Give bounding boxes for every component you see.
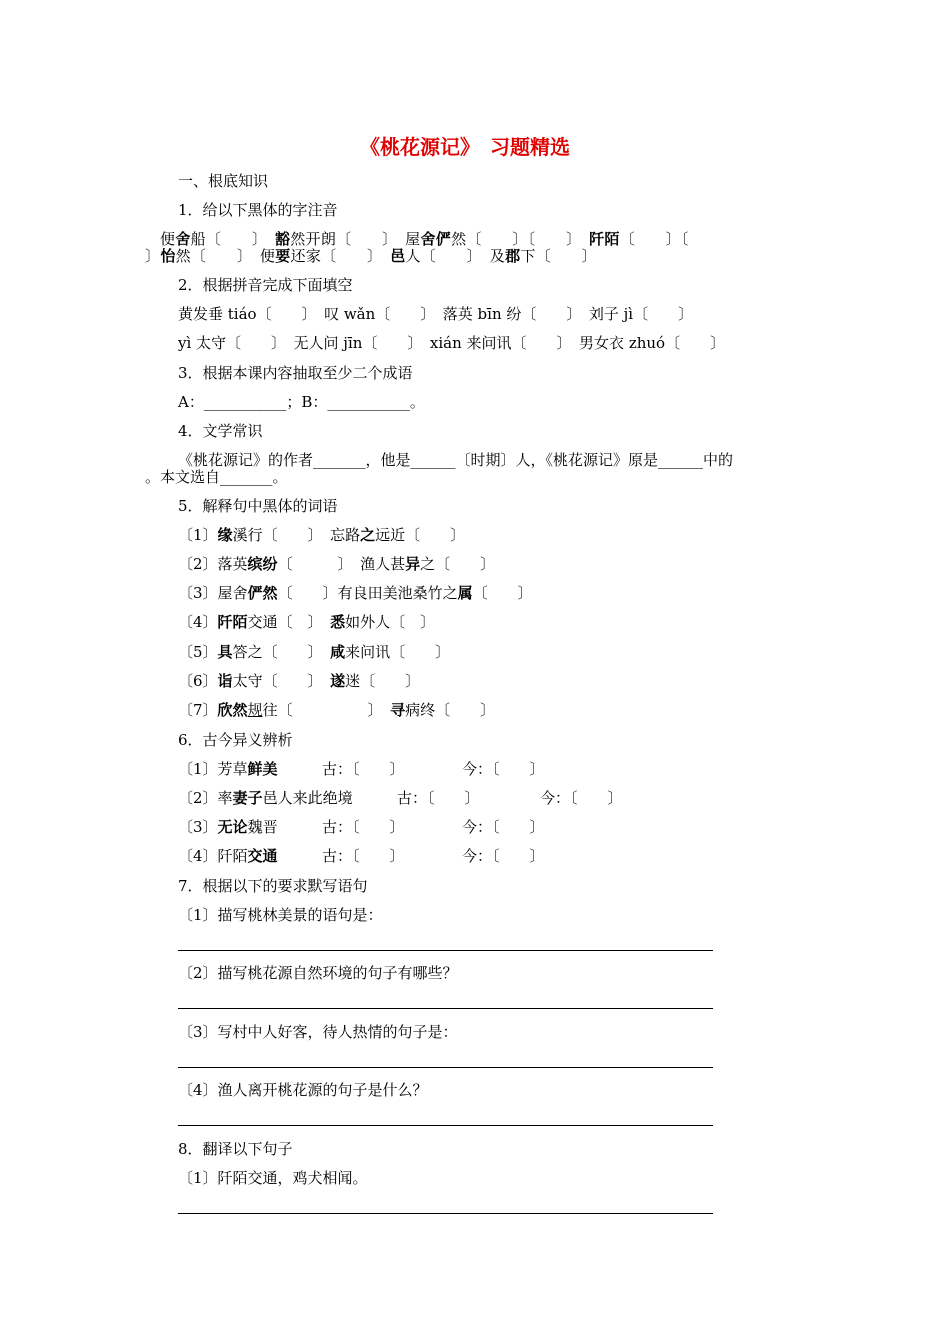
q3-line: A：___________；B：___________。 <box>178 393 425 411</box>
text-run: 下〔 〕 <box>520 247 597 265</box>
text-run: 如外人〔 〕 <box>345 613 436 631</box>
bold-term: 交通 <box>247 847 278 865</box>
bold-term: 之 <box>360 526 376 544</box>
q6-jin: 今：〔 〕 <box>540 789 623 807</box>
q6-gu: 古：〔 〕 <box>322 760 405 778</box>
bold-term: 要 <box>275 247 291 265</box>
bold-term: 具 <box>217 643 233 661</box>
text-run: 溪行〔 〕 忘路 <box>232 526 361 544</box>
bold-term: 咸 <box>330 643 346 661</box>
q7-item: 〔3〕写村中人好客，待人热情的句子是： <box>178 1023 458 1041</box>
text-run: 之〔 〕 <box>420 555 496 573</box>
q6-jin: 今：〔 〕 <box>462 818 545 836</box>
bold-term: 俨 <box>435 230 452 248</box>
q6-jin: 今：〔 〕 <box>462 760 545 778</box>
text-run: 〔 〕 渔人甚 <box>277 555 406 573</box>
text-run: 规 <box>247 701 263 719</box>
q6-gu: 古：〔 〕 <box>322 818 405 836</box>
q6-row-label <box>178 759 278 779</box>
text-run: 〔 〕有良田美池桑竹之 <box>277 584 458 602</box>
q5-row <box>178 554 495 574</box>
q2-heading: 2．根据拼音完成下面填空 <box>178 276 353 294</box>
answer-line[interactable] <box>178 950 713 951</box>
q3-heading: 3．根据本课内容抽取至少二个成语 <box>178 364 413 382</box>
text-run: 〔7〕 <box>178 701 218 719</box>
q7-item: 〔2〕描写桃花源自然环境的句子有哪些？ <box>178 964 458 982</box>
text-run: 〔1〕芳草 <box>178 760 248 778</box>
text-run: 远近〔 〕 <box>375 526 466 544</box>
page-title: 《桃花源记》 习题精选 <box>360 135 570 159</box>
text-run: 往〔 〕 <box>262 701 391 719</box>
text-run: 〔3〕屋舍 <box>178 584 248 602</box>
bold-term: 欣然 <box>217 701 248 719</box>
bold-term: 怡 <box>160 247 176 265</box>
bold-term: 遂 <box>330 672 346 690</box>
bold-term: 缘 <box>217 526 233 544</box>
q8-item: 〔1〕阡陌交通，鸡犬相闻。 <box>178 1169 368 1187</box>
q4-line-1: 《桃花源记》的作者_______，他是______〔时期〕人，《桃花源记》原是______中的 <box>178 451 734 469</box>
q1-line-2 <box>145 246 597 266</box>
bold-term: 阡陌 <box>217 613 248 631</box>
section-heading: 一、根底知识 <box>178 172 269 190</box>
answer-line[interactable] <box>178 1008 713 1009</box>
text-run: 迷〔 〕 <box>345 672 421 690</box>
text-run: 〔4〕阡陌 <box>178 847 248 865</box>
q5-row <box>178 583 533 603</box>
bold-term: 舍 <box>420 230 436 248</box>
answer-line[interactable] <box>178 1125 713 1126</box>
bold-term: 妻子 <box>232 789 263 807</box>
text-run: 〔4〕 <box>178 613 218 631</box>
q6-jin: 今：〔 〕 <box>462 847 545 865</box>
text-run: 然开朗〔 〕 屋 <box>290 230 421 248</box>
text-run: 〕 <box>145 247 161 265</box>
text-run: 〔1〕 <box>178 526 218 544</box>
q8-heading: 8．翻译以下句子 <box>178 1140 293 1158</box>
text-run: 交通〔 〕 <box>247 613 331 631</box>
text-run: 〔2〕落英 <box>178 555 248 573</box>
q6-heading: 6．古今异义辨析 <box>178 731 293 749</box>
q5-row <box>178 612 435 632</box>
text-run: 魏晋 <box>247 818 278 836</box>
answer-line[interactable] <box>178 1067 713 1068</box>
bold-term: 悉 <box>330 613 346 631</box>
bold-term: 豁 <box>274 230 291 248</box>
text-run: 然〔 〕〔 〕 <box>451 230 590 248</box>
q6-gu: 古：〔 〕 <box>397 789 480 807</box>
q6-row-label <box>178 817 278 837</box>
text-run: 〔 〕 <box>472 584 533 602</box>
q7-heading: 7．根据以下的要求默写语句 <box>178 877 368 895</box>
q7-item: 〔1〕描写桃林美景的语句是： <box>178 906 383 924</box>
bold-term: 阡陌 <box>589 230 620 248</box>
text-run: 〔5〕 <box>178 643 218 661</box>
bold-term: 属 <box>457 584 473 602</box>
text-run: 邑人来此绝境 <box>262 789 353 807</box>
text-run: 还家〔 〕 <box>290 247 391 265</box>
text-run: 〔 〕〔 <box>619 230 689 248</box>
text-run: 便 <box>160 230 176 248</box>
bold-term: 邑 <box>390 247 406 265</box>
text-run: 〔2〕率 <box>178 789 233 807</box>
q5-row <box>178 700 495 720</box>
text-run: 船〔 〕 <box>190 230 275 248</box>
q5-row <box>178 525 465 545</box>
bold-term: 鲜美 <box>247 760 278 778</box>
bold-term: 舍 <box>175 230 191 248</box>
q5-heading: 5．解释句中黑体的词语 <box>178 497 338 515</box>
q4-heading: 4．文学常识 <box>178 422 263 440</box>
bold-term: 诣 <box>217 672 233 690</box>
bold-term: 无论 <box>217 818 248 836</box>
bold-term: 俨然 <box>247 584 278 602</box>
q2-line-1: 黄发垂 tiáo〔 〕 叹 wǎn〔 〕 落英 bīn 纷〔 〕 刘子 jì〔 〕 <box>178 305 694 323</box>
q6-row-label <box>178 788 353 808</box>
q2-line-2: yì 太守〔 〕 无人问 jīn〔 〕 xián 来问讯〔 〕 男女衣 zhuó〔 〕 <box>178 334 726 352</box>
text-run: 来问讯〔 〕 <box>345 643 451 661</box>
answer-line[interactable] <box>178 1213 713 1214</box>
text-run: 〔6〕 <box>178 672 218 690</box>
text-run: 人〔 〕 及 <box>405 247 506 265</box>
bold-term: 寻 <box>390 701 406 719</box>
q1-heading: 1．给以下黑体的字注音 <box>178 201 338 219</box>
q4-line-2: 。本文选自_______。 <box>145 468 288 486</box>
q5-row <box>178 642 450 662</box>
bold-term: 缤纷 <box>247 555 278 573</box>
q6-row-label <box>178 846 278 866</box>
bold-term: 郡 <box>505 247 521 265</box>
q5-row <box>178 671 420 691</box>
text-run: 答之〔 〕 <box>232 643 331 661</box>
text-run: 〔3〕 <box>178 818 218 836</box>
bold-term: 异 <box>405 555 421 573</box>
q6-gu: 古：〔 〕 <box>322 847 405 865</box>
text-run: 太守〔 〕 <box>232 672 331 690</box>
q7-item: 〔4〕渔人离开桃花源的句子是什么？ <box>178 1081 428 1099</box>
text-run: 然〔 〕 便 <box>175 247 276 265</box>
text-run: 病终〔 〕 <box>405 701 496 719</box>
